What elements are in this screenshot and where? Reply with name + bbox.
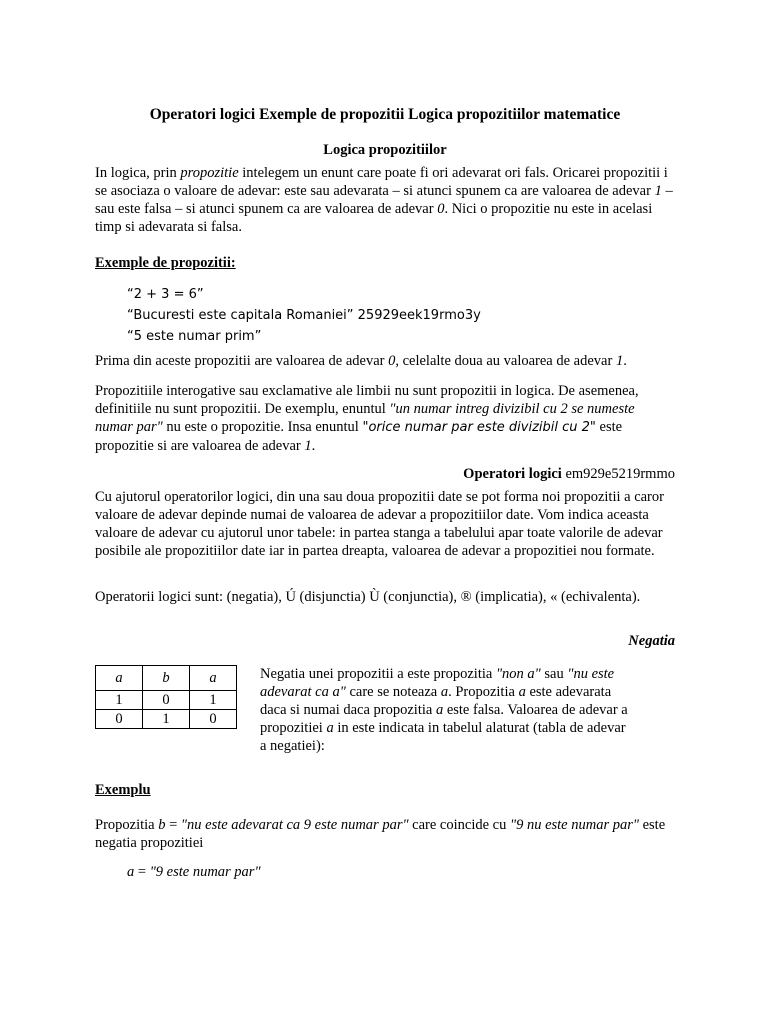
- negation-variable: a: [440, 684, 449, 700]
- values-number: 0: [388, 353, 396, 369]
- values-number: 1: [615, 353, 624, 369]
- negation-text: sau: [540, 666, 568, 682]
- negation-quote: "non a": [495, 666, 541, 682]
- truth-table-cell: 0: [96, 710, 143, 729]
- negation-text: Negatia unei propozitii a este propozitia: [260, 666, 496, 682]
- interrogative-text: este propozitie si are valoarea de adevar: [95, 419, 623, 454]
- exemplu-equation: [127, 863, 667, 881]
- values-text: .: [623, 353, 627, 369]
- intro-value: 0: [437, 201, 445, 217]
- truth-table: [95, 665, 237, 729]
- negation-variable: a: [435, 702, 444, 718]
- exemplu-quote: "nu este adevarat ca 9 este numar par": [180, 817, 409, 833]
- section-subtitle: Logica propozitiilor: [323, 142, 447, 158]
- truth-table-header-row: [96, 666, 237, 691]
- negation-text: in este indicata in tabelul alaturat (tabla de adevar a negatiei):: [260, 720, 626, 754]
- page-title: Operatori logici Exemple de propozitii Logica propozitiilor matematice: [149, 106, 621, 123]
- values-text: , celelalte doua au valoarea de adevar: [395, 353, 616, 369]
- truth-table-cell: 0: [143, 691, 190, 710]
- truth-table-row: [96, 710, 237, 729]
- interrogative-text: .: [311, 438, 316, 454]
- values-text: Prima din aceste propozitii are valoarea de adevar: [95, 353, 389, 369]
- interrogative-paragraph: [95, 382, 675, 455]
- operators-list: Operatorii logici sunt: (negatia), Ú (disjunctia) Ù (conjunctia), ® (implicatia), « (echivalenta).: [95, 589, 641, 605]
- example-line: “2 + 3 = 6”: [127, 287, 204, 302]
- truth-table-header: a: [190, 666, 237, 691]
- exemplu-paragraph: [95, 816, 675, 852]
- negation-quote: "nu este adevarat ca a": [260, 666, 615, 700]
- truth-table-cell: 1: [190, 691, 237, 710]
- interrogative-value: 1: [304, 438, 312, 454]
- operators-heading-code: em929e5219rmmo: [561, 466, 675, 482]
- negation-text: este adevarata daca si numai daca propozitia: [260, 684, 612, 718]
- truth-table-cell: 1: [143, 710, 190, 729]
- truth-table-cell: 0: [190, 710, 237, 729]
- negation-variable: a: [326, 720, 334, 736]
- operators-heading: [463, 465, 675, 483]
- exemplu-text: =: [165, 817, 181, 833]
- exemplu-heading: Exemplu: [95, 782, 151, 798]
- exemplu-variable: b: [158, 817, 166, 833]
- exemplu-text: Propozitia: [95, 817, 159, 833]
- interrogative-text: nu este o propozitie. Insa enuntul: [162, 419, 363, 435]
- intro-text: intelegem un enunt care poate fi ori adevarat ori fals. Oricarei propozitii i se asociaza o valoare de adevar: este sau adevarata – si atunci spunem ca are valoarea de adevar: [95, 165, 668, 199]
- intro-term: propozitie: [180, 165, 239, 181]
- equation-quote: "9 este numar par": [149, 864, 261, 880]
- interrogative-text: Propozitiile interogative sau exclamative ale limbii nu sunt propozitii in logica. De asemenea, definitiile nu sunt propozitii. De exemplu, enuntul: [95, 383, 639, 417]
- definition-quote: "un numar intreg divizibil cu 2 se numeste numar par": [95, 401, 635, 435]
- operators-paragraph: Cu ajutorul operatorilor logici, din una sau doua propozitii date se pot forma noi propozitii a caror valoare de adevar depinde numai de valoarea de adevar a propozitiilor date. Vom indica aceasta valoare de adevar cu ajutorul unor tabele: in partea stanga a tabelului apar toate valorile de adevar posibile ale propozitiilor date iar in partea dreapta, valoarea de adevar a propozitiei nou formate.: [95, 489, 664, 559]
- intro-text: – sau este falsa – si atunci spunem ca are valoarea de adevar: [95, 183, 673, 217]
- truth-table-header: a: [96, 666, 143, 691]
- negation-text: . Propozitia: [448, 684, 519, 700]
- examples-heading: Exemple de propozitii:: [95, 255, 236, 271]
- exemplu-text: este negatia propozitiei: [95, 817, 666, 851]
- intro-text: . Nici o propozitie nu este in acelasi timp si adevarata si falsa.: [95, 201, 653, 235]
- statement-quote: "orice numar par este divizibil cu 2": [362, 420, 596, 435]
- equation-sign: =: [134, 864, 150, 880]
- intro-text: In logica, prin: [95, 165, 181, 181]
- operators-heading-bold: Operatori logici: [463, 466, 562, 482]
- negation-variable: a: [518, 684, 526, 700]
- exemplu-text: care coincide cu: [408, 817, 510, 833]
- intro-paragraph: [95, 164, 675, 236]
- negation-heading: Negatia: [628, 633, 675, 649]
- equation-variable: a: [127, 864, 135, 880]
- truth-table-cell: 1: [96, 691, 143, 710]
- negation-description: [260, 665, 635, 755]
- exemplu-quote: "9 nu este numar par": [509, 817, 639, 833]
- intro-value: 1: [654, 183, 662, 199]
- negation-text: care se noteaza: [345, 684, 441, 700]
- truth-table-row: [96, 691, 237, 710]
- values-paragraph: [95, 352, 675, 370]
- truth-table-header: b: [143, 666, 190, 691]
- example-line: “Bucuresti este capitala Romaniei” 25929eek19rmo3y: [127, 308, 481, 323]
- negation-text: este falsa. Valoarea de adevar a propozitiei: [260, 702, 628, 736]
- example-line: “5 este numar prim”: [127, 329, 262, 344]
